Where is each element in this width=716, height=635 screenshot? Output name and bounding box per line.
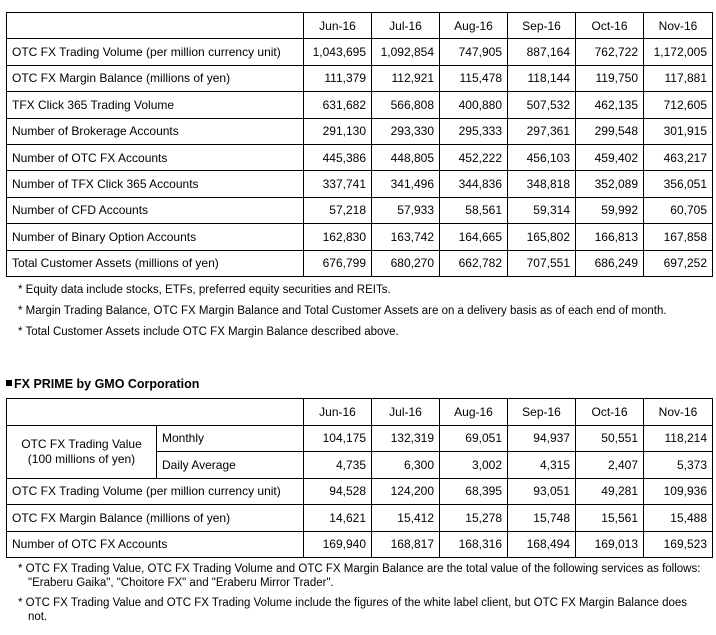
value-cell: 59,992 [576,197,644,223]
value-cell: 118,144 [508,65,576,91]
value-cell: 162,830 [304,224,372,250]
value-cell: 165,802 [508,224,576,250]
value-cell: 169,523 [644,531,713,558]
value-cell: 293,330 [372,118,440,144]
value-cell: 15,412 [372,505,440,532]
value-cell: 352,089 [576,171,644,197]
row-label: Total Customer Assets (millions of yen) [7,250,304,276]
header-blank [7,13,304,39]
value-cell: 94,528 [304,478,372,505]
table-row [7,171,713,197]
value-cell: 168,817 [372,531,440,558]
month-header: Jun-16 [304,399,372,426]
value-cell: 109,936 [644,478,713,505]
value-cell: 15,488 [644,505,713,532]
row-label: OTC FX Margin Balance (millions of yen) [7,65,304,91]
fx-prime-stats-table [6,398,713,558]
value-cell: 132,319 [372,425,440,452]
value-cell: 1,092,854 [372,39,440,65]
table-row [7,250,713,276]
value-cell: 5,373 [644,452,713,479]
value-cell: 50,551 [576,425,644,452]
value-cell: 299,548 [576,118,644,144]
value-cell: 94,937 [508,425,576,452]
value-cell: 712,605 [644,92,713,118]
note-line: * OTC FX Trading Value, OTC FX Trading Volume and OTC FX Margin Balance are the total value of the following services as follows: "Eraberu Gaika", "Choitore FX" and "Eraberu Mirror Trader". [18,563,701,589]
month-header: Oct-16 [576,399,644,426]
row-label: TFX Click 365 Trading Volume [7,92,304,118]
value-cell: 6,300 [372,452,440,479]
notes-block-1 [18,282,667,345]
note-line: * Total Customer Assets include OTC FX Margin Balance described above. [18,326,399,338]
note-line: * Equity data include stocks, ETFs, preferred equity securities and REITs. [18,284,391,296]
value-cell: 297,361 [508,118,576,144]
group-label [7,425,157,478]
value-cell: 167,858 [644,224,713,250]
value-cell: 57,218 [304,197,372,223]
table-row [7,92,713,118]
value-cell: 15,278 [440,505,508,532]
notes-block-2 [18,562,708,630]
value-cell: 163,742 [372,224,440,250]
value-cell: 631,682 [304,92,372,118]
table-row [7,425,713,452]
value-cell: 60,705 [644,197,713,223]
row-label: Number of Binary Option Accounts [7,224,304,250]
value-cell: 15,561 [576,505,644,532]
month-header: Nov-16 [644,399,713,426]
sub-row-label: Daily Average [157,452,304,479]
value-cell: 112,921 [372,65,440,91]
value-cell: 356,051 [644,171,713,197]
row-label: OTC FX Margin Balance (millions of yen) [7,505,304,532]
table-row [7,224,713,250]
row-label: Number of OTC FX Accounts [7,531,304,558]
value-cell: 341,496 [372,171,440,197]
note-line: * Margin Trading Balance, OTC FX Margin Balance and Total Customer Assets are on a delivery basis as of each end of month. [18,305,667,317]
table-row [7,505,713,532]
value-cell: 168,494 [508,531,576,558]
value-cell: 459,402 [576,144,644,170]
value-cell: 111,379 [304,65,372,91]
table-row [7,65,713,91]
value-cell: 291,130 [304,118,372,144]
note-line: * OTC FX Trading Value and OTC FX Trading Volume include the figures of the white label client, but OTC FX Margin Balance does not. [18,597,688,623]
month-header: Sep-16 [508,13,576,39]
table-row [7,118,713,144]
month-header: Jun-16 [304,13,372,39]
month-header: Sep-16 [508,399,576,426]
value-cell: 57,933 [372,197,440,223]
value-cell: 119,750 [576,65,644,91]
header-blank [7,399,304,426]
value-cell: 58,561 [440,197,508,223]
value-cell: 747,905 [440,39,508,65]
square-bullet-icon [6,380,12,386]
value-cell: 680,270 [372,250,440,276]
value-cell: 697,252 [644,250,713,276]
value-cell: 662,782 [440,250,508,276]
value-cell: 93,051 [508,478,576,505]
month-header: Jul-16 [372,399,440,426]
month-header: Nov-16 [644,13,713,39]
month-header: Aug-16 [440,13,508,39]
brokerage-stats-table [6,12,713,277]
value-cell: 124,200 [372,478,440,505]
table-row [7,144,713,170]
value-cell: 104,175 [304,425,372,452]
value-cell: 301,915 [644,118,713,144]
value-cell: 507,532 [508,92,576,118]
section-title: FX PRIME by GMO Corporation [6,377,199,391]
value-cell: 400,880 [440,92,508,118]
value-cell: 344,836 [440,171,508,197]
value-cell: 168,316 [440,531,508,558]
value-cell: 448,805 [372,144,440,170]
value-cell: 686,249 [576,250,644,276]
table-row [7,531,713,558]
table-row [7,197,713,223]
value-cell: 676,799 [304,250,372,276]
month-header: Jul-16 [372,13,440,39]
value-cell: 169,013 [576,531,644,558]
value-cell: 1,172,005 [644,39,713,65]
value-cell: 59,314 [508,197,576,223]
value-cell: 348,818 [508,171,576,197]
table-row [7,39,713,65]
table-row [7,478,713,505]
value-cell: 117,881 [644,65,713,91]
row-label: OTC FX Trading Volume (per million currency unit) [7,478,304,505]
value-cell: 166,813 [576,224,644,250]
value-cell: 69,051 [440,425,508,452]
row-label: Number of Brokerage Accounts [7,118,304,144]
value-cell: 164,665 [440,224,508,250]
header-row [7,399,713,426]
value-cell: 456,103 [508,144,576,170]
value-cell: 68,395 [440,478,508,505]
value-cell: 3,002 [440,452,508,479]
value-cell: 445,386 [304,144,372,170]
value-cell: 4,735 [304,452,372,479]
month-header: Oct-16 [576,13,644,39]
sub-row-label: Monthly [157,425,304,452]
value-cell: 566,808 [372,92,440,118]
value-cell: 337,741 [304,171,372,197]
value-cell: 462,135 [576,92,644,118]
group-label-line2: (100 millions of yen) [27,451,136,466]
value-cell: 15,748 [508,505,576,532]
value-cell: 4,315 [508,452,576,479]
value-cell: 707,551 [508,250,576,276]
month-header: Aug-16 [440,399,508,426]
value-cell: 887,164 [508,39,576,65]
header-row [7,13,713,39]
value-cell: 118,214 [644,425,713,452]
value-cell: 452,222 [440,144,508,170]
row-label: OTC FX Trading Volume (per million currency unit) [7,39,304,65]
row-label: Number of TFX Click 365 Accounts [7,171,304,197]
row-label: Number of CFD Accounts [7,197,304,223]
value-cell: 2,407 [576,452,644,479]
group-label-line1: OTC FX Trading Value [21,436,142,451]
row-label: Number of OTC FX Accounts [7,144,304,170]
value-cell: 14,621 [304,505,372,532]
value-cell: 762,722 [576,39,644,65]
value-cell: 295,333 [440,118,508,144]
value-cell: 463,217 [644,144,713,170]
value-cell: 115,478 [440,65,508,91]
value-cell: 49,281 [576,478,644,505]
value-cell: 169,940 [304,531,372,558]
value-cell: 1,043,695 [304,39,372,65]
